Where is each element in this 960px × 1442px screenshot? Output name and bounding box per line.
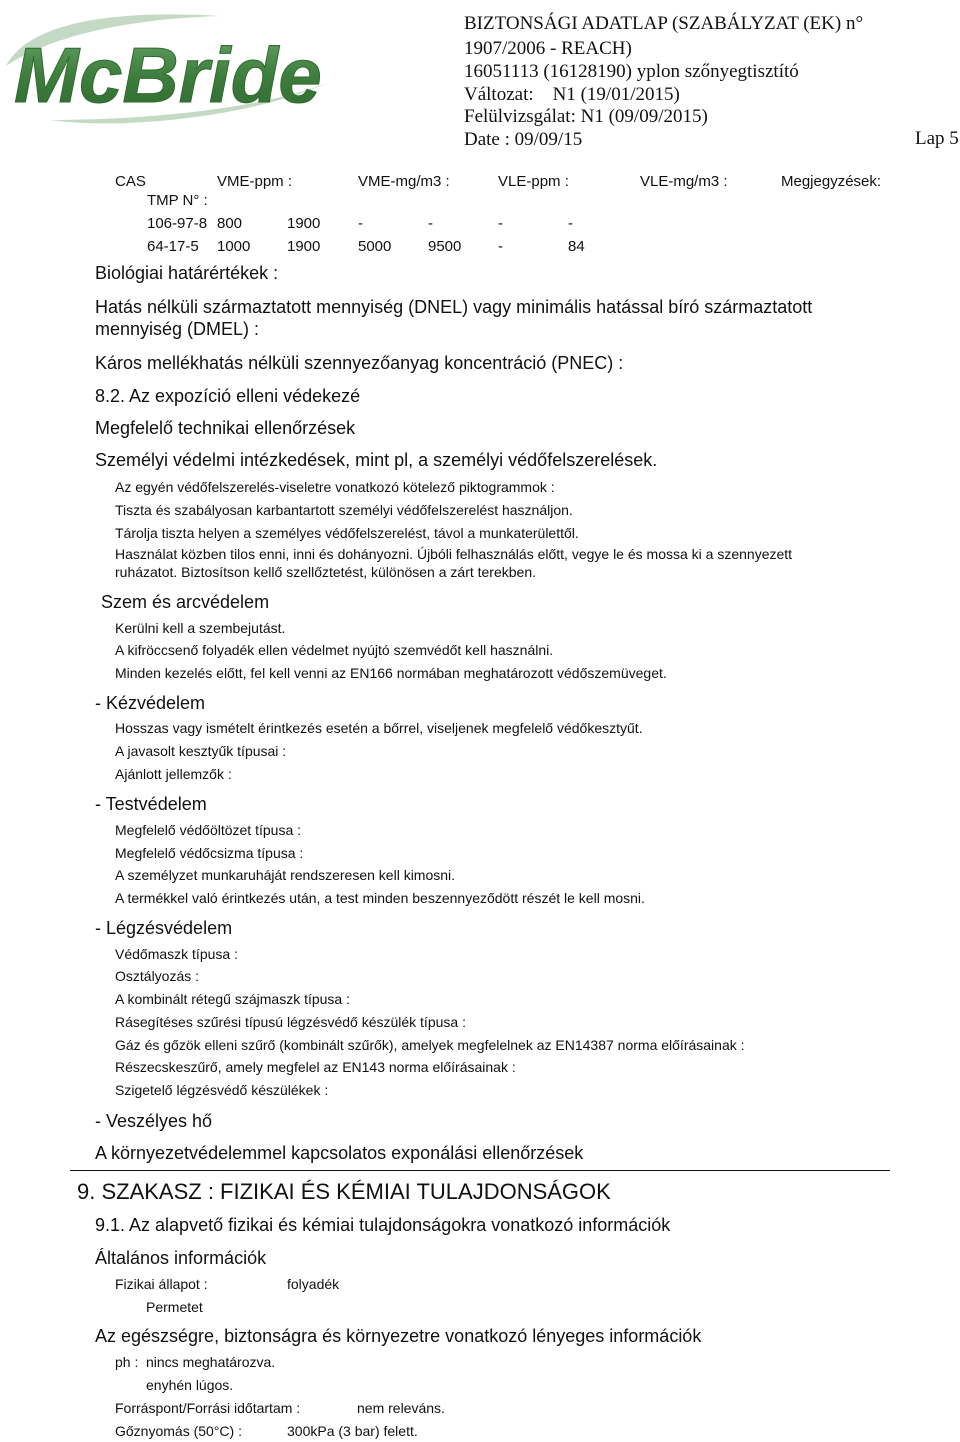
- table-header-cas: CAS: [115, 173, 146, 190]
- header-date: Date : 09/09/15: [464, 129, 583, 150]
- technical-controls-heading: Megfelelő technikai ellenőrzések: [95, 418, 356, 438]
- physical-state-value: folyadék: [287, 1276, 340, 1292]
- logo-wordmark: McBride: [14, 31, 322, 119]
- respiratory-protection-heading: - Légzésvédelem: [95, 918, 233, 938]
- table-header-vme-ppm: VME-ppm :: [217, 173, 293, 190]
- table-cell: 5000: [358, 238, 392, 255]
- table-cell: 84: [568, 238, 585, 255]
- table-cell: -: [498, 215, 503, 232]
- table-header-vle-ppm: VLE-ppm :: [498, 173, 569, 190]
- table-subheader-tmp: TMP N° :: [147, 192, 208, 209]
- ph-label: ph :: [115, 1354, 139, 1370]
- general-info-heading: Általános információk: [95, 1248, 267, 1268]
- boiling-point-value: nem releváns.: [357, 1400, 445, 1416]
- dnel-line-2: mennyiség (DMEL) :: [95, 319, 260, 339]
- respiratory-line: Szigetelő légzésvédő készülékek :: [115, 1082, 329, 1098]
- ppe-line: Tárolja tiszta helyen a személyes védőfelszerelést, távol a munkaterülettől.: [115, 525, 579, 541]
- table-cell: 1900: [287, 238, 321, 255]
- section-9-1-heading: 9.1. Az alapvető fizikai és kémiai tulajdonságokra vonatkozó információk: [95, 1215, 671, 1235]
- personal-protection-heading: Személyi védelmi intézkedések, mint pl, a személyi védőfelszerelések.: [95, 450, 658, 470]
- header-line-1: BIZTONSÁGI ADATLAP (SZABÁLYZAT (EK) n°: [464, 13, 864, 34]
- table-cell: -: [498, 238, 503, 255]
- section-9-title: 9. SZAKASZ : FIZIKAI ÉS KÉMIAI TULAJDONSÁGOK: [77, 1179, 611, 1204]
- header-line-2: 1907/2006 - REACH): [464, 38, 632, 59]
- header-version: Változat: N1 (19/01/2015): [464, 84, 680, 105]
- respiratory-line: Részecskeszűrő, amely megfelel az EN143 norma előírásainak :: [115, 1059, 516, 1075]
- respiratory-line: Védőmaszk típusa :: [115, 946, 238, 962]
- physical-state-label: Fizikai állapot :: [115, 1276, 208, 1292]
- table-cell: 1900: [287, 215, 321, 232]
- health-safety-heading: Az egészségre, biztonságra és környezetre vonatkozó lényeges információk: [95, 1326, 702, 1346]
- table-header-vle-mg: VLE-mg/m3 :: [640, 173, 728, 190]
- respiratory-line: Rásegítéses szűrési típusú légzésvédő készülék típusa :: [115, 1014, 466, 1030]
- pnec-label: Káros mellékhatás nélküli szennyezőanyag koncentráció (PNEC) :: [95, 353, 624, 373]
- dnel-line-1: Hatás nélküli származtatott mennyiség (DNEL) vagy minimális hatással bíró származtatott: [95, 297, 813, 317]
- page-number: Lap 5: [915, 128, 959, 149]
- table-cell: 9500: [428, 238, 462, 255]
- ppe-line: Használat közben tilos enni, inni és dohányozni. Újbóli felhasználás előtt, vegye le és mossa ki a szennyezett: [115, 546, 793, 562]
- body-protection-line: Megfelelő védőöltözet típusa :: [115, 822, 302, 838]
- hand-protection-line: Ajánlott jellemzők :: [115, 766, 232, 782]
- table-cell: 800: [217, 215, 243, 232]
- ppe-line: ruházatot. Biztosítson kellő szellőztetést, különösen a zárt terekben.: [115, 564, 537, 580]
- table-cell: 1000: [217, 238, 251, 255]
- ph-value: nincs meghatározva.: [146, 1354, 276, 1370]
- section-8-2-heading: 8.2. Az expozíció elleni védekezé: [95, 386, 361, 406]
- eye-protection-line: Kerülni kell a szembejutást.: [115, 620, 286, 636]
- table-cell: 64-17-5: [147, 238, 199, 255]
- section-divider: [70, 1170, 890, 1171]
- body-protection-line: A termékkel való érintkezés után, a test minden beszennyeződött részét le kell mosni.: [115, 890, 645, 906]
- mcbride-logo: [0, 10, 340, 130]
- eye-protection-heading: Szem és arcvédelem: [101, 592, 270, 612]
- table-cell: -: [358, 215, 363, 232]
- header-line-3: 16051113 (16128190) yplon szőnyegtisztító: [464, 61, 799, 82]
- respiratory-line: A kombinált rétegű szájmaszk típusa :: [115, 991, 350, 1007]
- table-header-notes: Megjegyzések:: [781, 173, 882, 190]
- table-header-vme-mg: VME-mg/m3 :: [358, 173, 450, 190]
- body-protection-line: A személyzet munkaruháját rendszeresen kell kimosni.: [115, 867, 456, 883]
- eye-protection-line: Minden kezelés előtt, fel kell venni az EN166 normában meghatározott védőszemüveget.: [115, 665, 667, 681]
- ppe-pictograms-label: Az egyén védőfelszerelés-viseletre vonatkozó kötelező piktogrammok :: [115, 479, 555, 495]
- eye-protection-line: A kifröccsenő folyadék ellen védelmet nyújtó szemvédőt kell használni.: [115, 642, 554, 658]
- respiratory-line: Gáz és gőzök elleni szűrő (kombinált szűrők), amelyek megfelelnek az EN14387 norma előírásainak :: [115, 1037, 745, 1053]
- hand-protection-line: A javasolt kesztyűk típusai :: [115, 743, 287, 759]
- vapour-pressure-label: Gőznyomás (50°C) :: [115, 1423, 242, 1439]
- hand-protection-heading: - Kézvédelem: [95, 693, 206, 713]
- ppe-line: Tiszta és szabályosan karbantartott személyi védőfelszerelést használjon.: [115, 502, 573, 518]
- bio-limits-label: Biológiai határértékek :: [95, 263, 279, 283]
- header-revision: Felülvizsgálat: N1 (09/09/2015): [464, 106, 708, 127]
- table-cell: 106-97-8: [147, 215, 208, 232]
- environmental-controls-heading: A környezetvédelemmel kapcsolatos exponálási ellenőrzések: [95, 1143, 584, 1163]
- ph-extra: enyhén lúgos.: [146, 1377, 234, 1393]
- hand-protection-line: Hosszas vagy ismételt érintkezés esetén a bőrrel, viseljenek megfelelő védőkesztyűt.: [115, 720, 643, 736]
- vapour-pressure-value: 300kPa (3 bar) felett.: [287, 1423, 418, 1439]
- table-cell: -: [568, 215, 573, 232]
- boiling-point-label: Forráspont/Forrási időtartam :: [115, 1400, 301, 1416]
- thermal-hazard-heading: - Veszélyes hő: [95, 1111, 213, 1131]
- body-protection-line: Megfelelő védőcsizma típusa :: [115, 845, 304, 861]
- table-cell: -: [428, 215, 433, 232]
- respiratory-line: Osztályozás :: [115, 968, 200, 984]
- physical-state-extra: Permetet: [146, 1299, 203, 1315]
- body-protection-heading: - Testvédelem: [95, 794, 207, 814]
